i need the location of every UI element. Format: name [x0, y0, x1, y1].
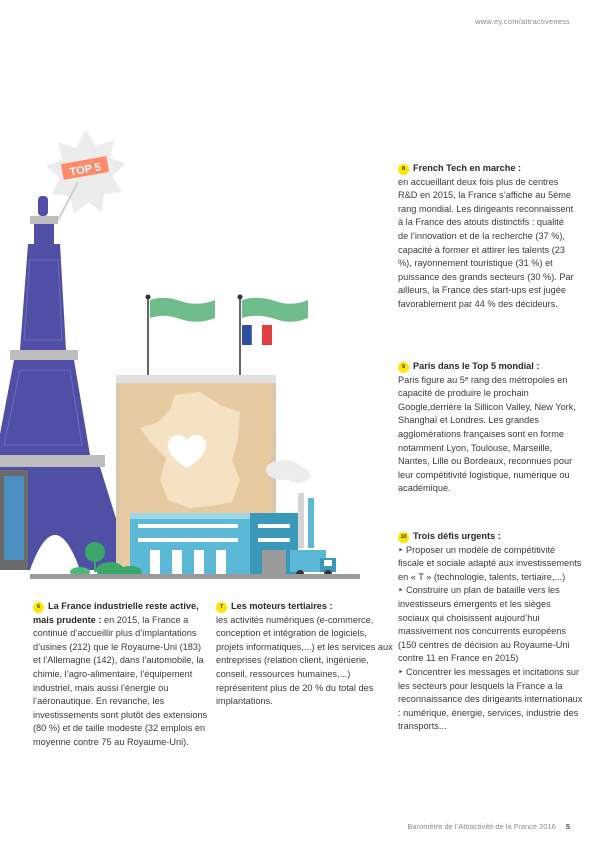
- eiffel-tower: [0, 196, 132, 570]
- ground-line: [30, 574, 360, 579]
- section-france-industrielle: [33, 600, 208, 750]
- section-french-tech: [398, 162, 576, 312]
- number-badge: 10: [398, 532, 409, 543]
- section-title: French Tech en marche :: [413, 163, 522, 173]
- top5-text: TOP 5: [68, 161, 102, 179]
- header-url[interactable]: www.ey.com/attractiveness: [475, 17, 570, 26]
- number-badge: 9: [398, 362, 409, 373]
- list-item: ‣ Proposer un modèle de compétitivité fiscale et sociale adapté aux investissements en « T » (technologie, talents, tertiaire,...): [398, 544, 583, 585]
- section-title: Les moteurs tertiaires :: [231, 601, 333, 611]
- number-badge: 8: [398, 164, 409, 175]
- number-badge: 7: [216, 602, 227, 613]
- page-footer: [407, 822, 570, 831]
- list-item: ‣ Concentrer les messages et incitations sur les secteurs pour lesquels la France a la reconnaissance des dirigeants internationaux : numérique, énergie, services, industrie des transports...: [398, 666, 583, 734]
- section-body: en 2015, la France a continué d’accueillir plus d’implantations d’usines (212) que le Royaume-Uni (183) et l’Allemagne (142), dans l’automobile, la chimie, l’agro-alimentaire, l’équipement industriel, mais aussi l’énergie ou l’aéronautique. En revanche, les investissements sont plutôt des extensions (80 %) et de taille modeste (32 emplois en moyenne contre 75 au Royaume-Uni).: [33, 614, 208, 747]
- footer-title: Baromètre de l’Attractivité de la France 2016: [407, 822, 556, 831]
- section-trois-defis: [398, 530, 583, 734]
- section-body: Paris figure au 5ᵉ rang des métropoles en capacité de produire le prochain Google,derrière la Sillicon Valley, New York, Shanghaï et Londres. Les grandes agglomérations françaises sont en forme notamment Lyon, Toulouse, Marseille, Nantes, Lille ou Bordeaux, reconnues pour leur compétitivité logistique, numérique ou académique.: [398, 374, 576, 494]
- section-title: Paris dans le Top 5 mondial :: [413, 361, 540, 371]
- section-title: La France industrielle reste active, mais prudente :: [33, 601, 199, 625]
- section-body: en accueillant deux fois plus de centres R&D en 2015, la France s’affiche au 5ème rang mondial. Les dirigeants reconnaissent à la France des atouts distinctifs : qualité de l’innovation et de la recherche (37 %), capacité à former et attirer les talents (23 %), rayonnement touristique (31 %) et puissance des grands secteurs (30 %). Par ailleurs, la France des start-ups est jugée favorablement par 44 % des décideurs.: [398, 176, 574, 309]
- list-item: ‣ Construire un plan de bataille vers les investisseurs émergents et les sièges sociaux qui choisissent aujourd’hui massivement nos concurrents européens (150 centres de décision au Royaume-Uni contre 11 en France en 2015): [398, 584, 583, 666]
- section-body: les activités numériques (e-commerce, conception et intégration de logiciels, projets informatiques,...) et les services aux entreprises (relation client, ingénierie, conseil, ressources humaines,...) représentent plus de 20 % du total des implantations.: [216, 614, 393, 707]
- page-number: 5: [565, 822, 570, 831]
- section-paris-top5: [398, 360, 578, 496]
- illustration: [0, 120, 390, 590]
- truck: [290, 550, 336, 578]
- section-moteurs-tertiaires: [216, 600, 396, 709]
- flags: [146, 295, 309, 381]
- top5-badge: [46, 130, 126, 220]
- section-title: Trois défis urgents :: [413, 531, 501, 541]
- number-badge: 6: [33, 602, 44, 613]
